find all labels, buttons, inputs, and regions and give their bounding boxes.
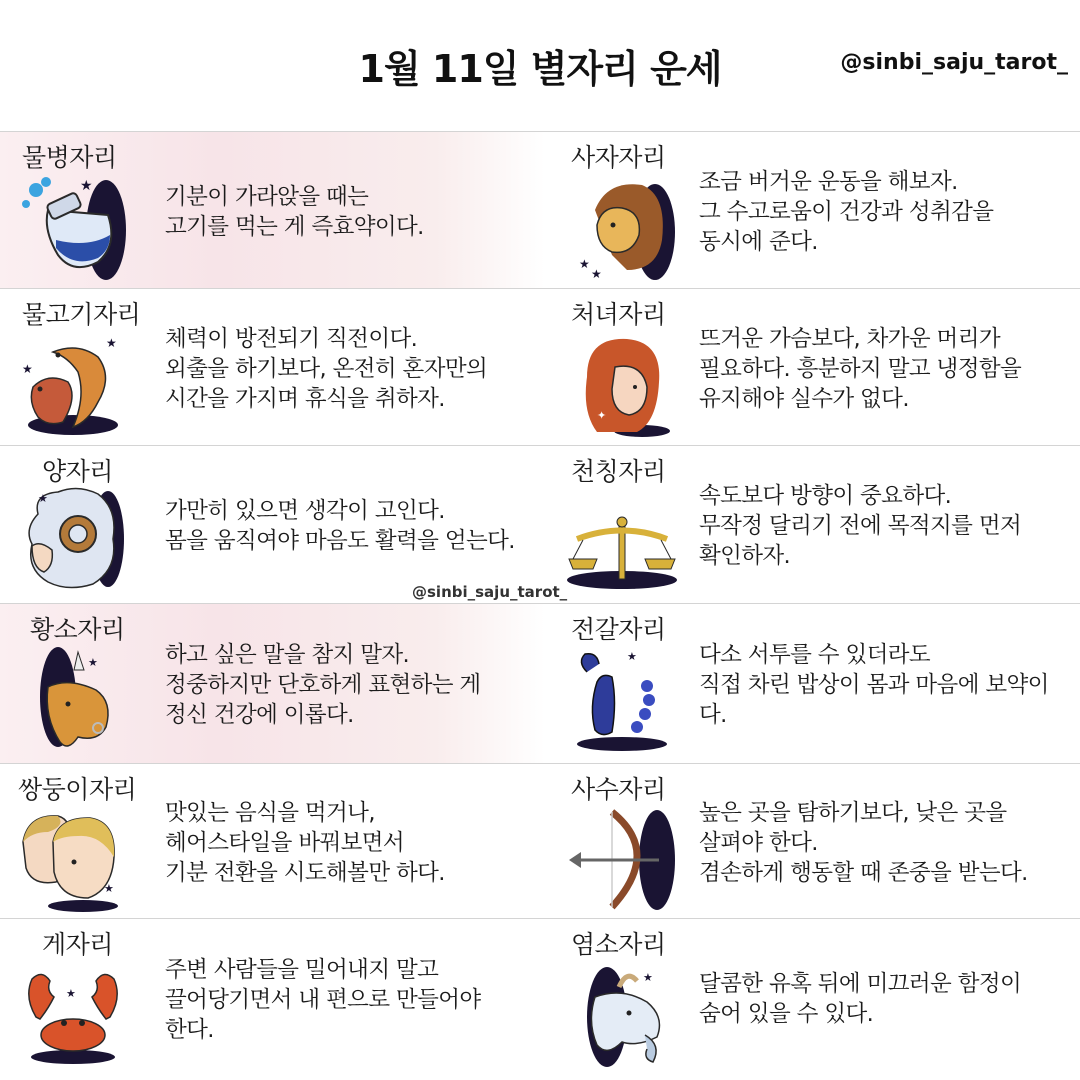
leo-icon bbox=[567, 170, 677, 280]
sign-cell-gemini bbox=[0, 764, 545, 918]
fortune-text: 속도보다 방향이 중요하다. 무작정 달리기 전에 목적지를 먼저 확인하자. bbox=[699, 483, 1022, 569]
sign-cell-taurus bbox=[0, 604, 545, 763]
sign-cell-pisces bbox=[0, 289, 545, 445]
grid-row bbox=[0, 764, 1080, 919]
header bbox=[0, 0, 1080, 132]
grid-row bbox=[0, 919, 1080, 1080]
svg-text:✦: ✦ bbox=[597, 409, 607, 422]
svg-text:★: ★ bbox=[106, 336, 117, 350]
sign-cell-leo bbox=[545, 132, 1080, 288]
taurus-icon bbox=[18, 642, 128, 752]
sign-name: 사자자리 bbox=[571, 143, 666, 172]
account-handle: @sinbi_saju_tarot_ bbox=[840, 50, 1068, 75]
capricorn-icon bbox=[567, 957, 677, 1067]
pisces-icon bbox=[18, 327, 128, 437]
svg-text:★: ★ bbox=[80, 178, 93, 194]
cancer-icon bbox=[18, 957, 128, 1067]
fortune-text: 맛있는 음식을 먹거나, 헤어스타일을 바꿔보면서 기분 전환을 시도해볼만 하다. bbox=[165, 800, 445, 886]
grid-row bbox=[0, 289, 1080, 446]
sign-cell-cancer bbox=[0, 919, 545, 1080]
sign-name: 전갈자리 bbox=[571, 615, 666, 644]
svg-text:★: ★ bbox=[88, 656, 98, 669]
sign-cell-sagittarius bbox=[545, 764, 1080, 918]
sign-name: 황소자리 bbox=[30, 615, 125, 644]
aries-icon bbox=[18, 484, 128, 594]
sign-name: 양자리 bbox=[42, 457, 113, 486]
sign-name: 천칭자리 bbox=[571, 457, 666, 486]
fortune-text: 가만히 있으면 생각이 고인다. 몸을 움직여야 마음도 활력을 얻는다. bbox=[165, 498, 515, 554]
fortune-text: 체력이 방전되기 직전이다. 외출을 하기보다, 온전히 혼자만의 시간을 가지며 휴식을 취하자. bbox=[165, 326, 488, 412]
horoscope-grid bbox=[0, 132, 1080, 1080]
svg-text:★: ★ bbox=[643, 971, 653, 984]
fortune-text: 하고 싶은 말을 참지 말자. 정중하지만 단호하게 표현하는 게 정신 건강에 이롭다. bbox=[165, 642, 481, 728]
svg-text:★: ★ bbox=[22, 362, 33, 376]
svg-text:★: ★ bbox=[104, 882, 114, 895]
libra-icon bbox=[567, 484, 677, 594]
watermark-text: @sinbi_saju_tarot_ bbox=[412, 583, 568, 601]
svg-text:★: ★ bbox=[579, 257, 590, 271]
sign-name: 물고기자리 bbox=[22, 300, 141, 329]
sign-name: 물병자리 bbox=[22, 143, 117, 172]
fortune-text: 높은 곳을 탐하기보다, 낮은 곳을 살펴야 한다. 겸손하게 행동할 때 존중을 받는다. bbox=[699, 800, 1028, 886]
grid-row bbox=[0, 132, 1080, 289]
sign-cell-aries bbox=[0, 446, 545, 603]
svg-text:★: ★ bbox=[627, 650, 637, 663]
grid-row bbox=[0, 604, 1080, 764]
grid-row bbox=[0, 446, 1080, 604]
sign-cell-scorpio bbox=[545, 604, 1080, 763]
sign-cell-aquarius bbox=[0, 132, 545, 288]
gemini-icon bbox=[18, 802, 128, 912]
sagittarius-icon bbox=[567, 802, 677, 912]
svg-text:★: ★ bbox=[591, 267, 602, 280]
sign-name: 사수자리 bbox=[571, 775, 666, 804]
sign-name: 염소자리 bbox=[571, 930, 666, 959]
fortune-text: 다소 서투를 수 있더라도 직접 차린 밥상이 몸과 마음에 보약이 다. bbox=[699, 642, 1049, 728]
virgo-icon bbox=[567, 327, 677, 437]
aquarius-icon bbox=[18, 170, 128, 280]
sign-name: 쌍둥이자리 bbox=[18, 775, 137, 804]
fortune-text: 뜨거운 가슴보다, 차가운 머리가 필요하다. 흥분하지 말고 냉정함을 유지해야 실수가 없다. bbox=[699, 326, 1022, 412]
sign-cell-virgo bbox=[545, 289, 1080, 445]
fortune-text: 달콤한 유혹 뒤에 미끄러운 함정이 숨어 있을 수 있다. bbox=[699, 971, 1022, 1027]
scorpio-icon bbox=[567, 642, 677, 752]
fortune-text: 조금 버거운 운동을 해보자. 그 수고로움이 건강과 성취감을 동시에 준다. bbox=[699, 169, 994, 255]
sign-name: 게자리 bbox=[42, 930, 113, 959]
fortune-text: 주변 사람들을 밀어내지 말고 끌어당기면서 내 편으로 만들어야 한다. bbox=[165, 957, 481, 1043]
sign-cell-capricorn bbox=[545, 919, 1080, 1080]
svg-text:✦: ✦ bbox=[633, 818, 643, 831]
fortune-text: 기분이 가라앉을 때는 고기를 먹는 게 즉효약이다. bbox=[165, 184, 424, 240]
svg-text:★: ★ bbox=[66, 987, 76, 1000]
sign-cell-libra bbox=[545, 446, 1080, 603]
svg-text:★: ★ bbox=[38, 492, 48, 505]
sign-name: 처녀자리 bbox=[571, 300, 666, 329]
page-title: 1월 11일 별자리 운세 bbox=[358, 47, 722, 91]
